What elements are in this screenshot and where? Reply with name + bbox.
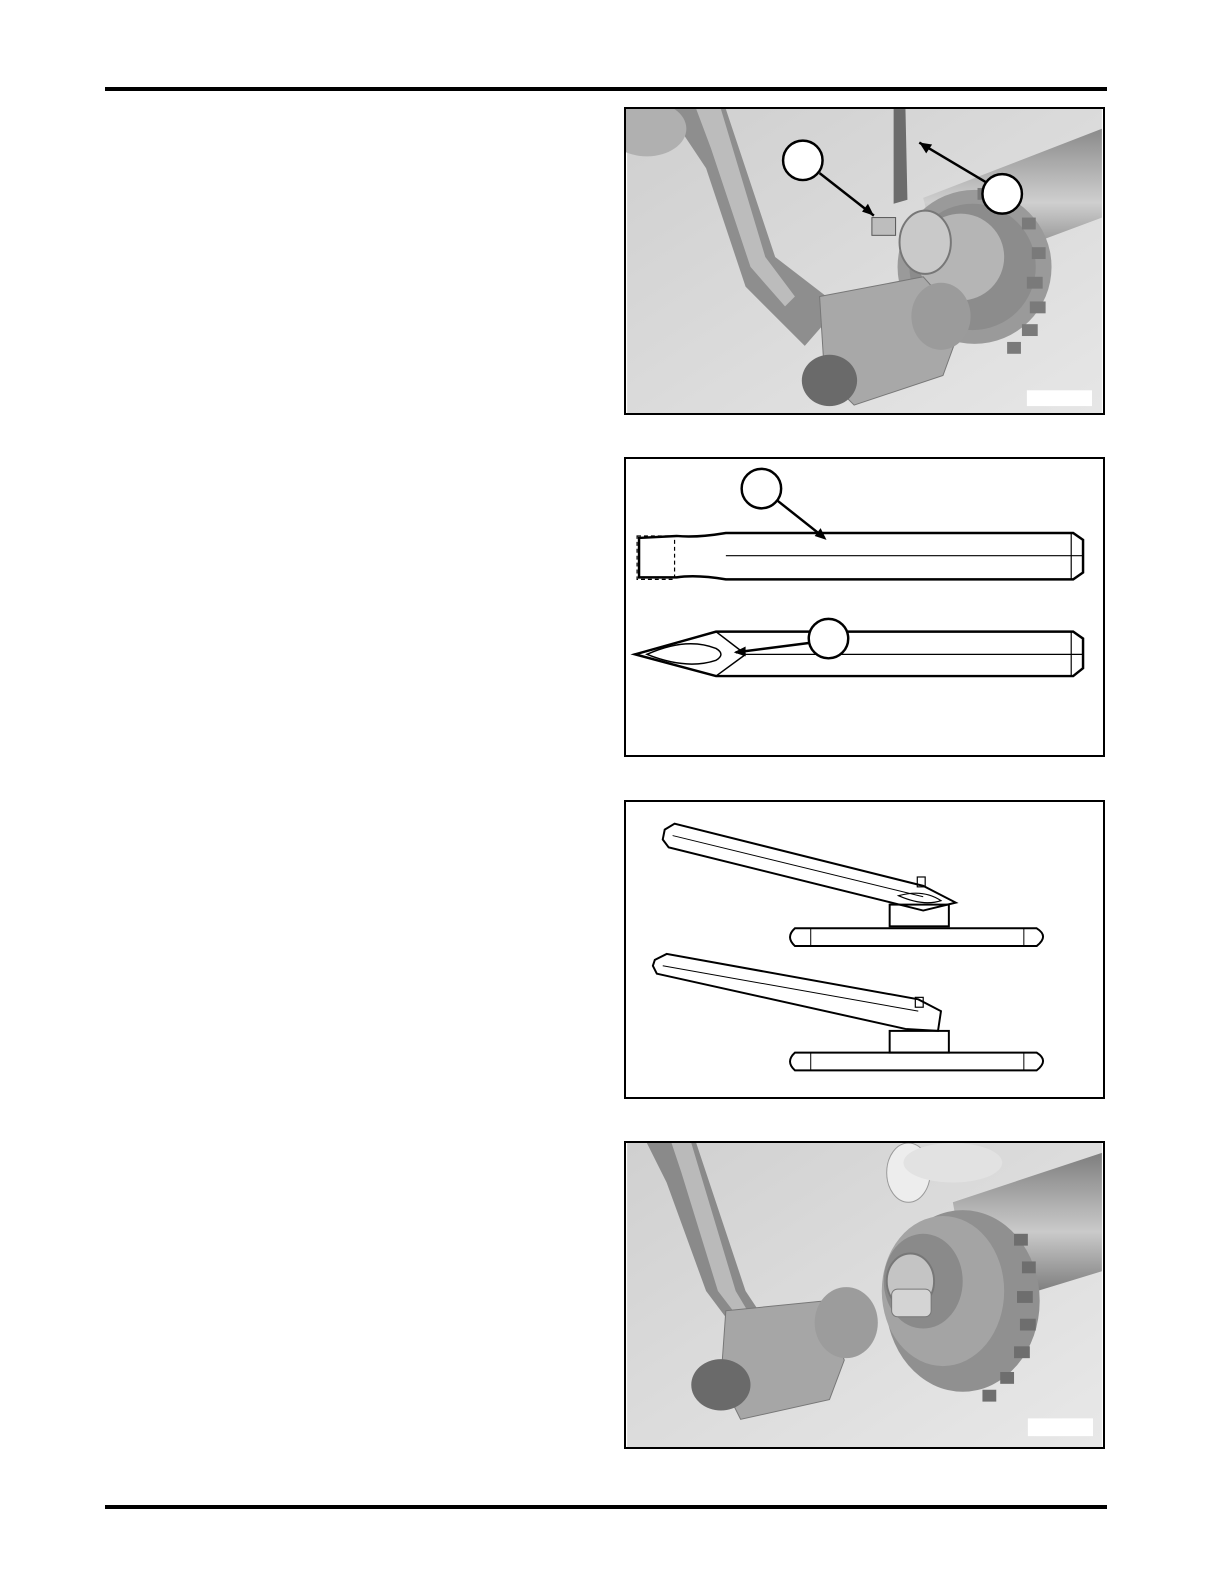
callout-circle (982, 174, 1021, 213)
figure-label-box (1027, 390, 1092, 406)
figure-chisel-on-shaft (624, 800, 1105, 1099)
figure-label-box (1028, 1418, 1093, 1436)
header-rule (105, 87, 1107, 91)
footer-rule (105, 1505, 1107, 1509)
callout-circle (809, 619, 848, 658)
photo-hammer-gear (626, 1143, 1103, 1447)
figure-photo-chisel-on-key (624, 107, 1105, 415)
callout-circle (742, 469, 781, 508)
chisel-shaft-drawing (626, 802, 1103, 1097)
figure-chisel-types (624, 457, 1105, 757)
photo-hammer-chisel (626, 109, 1103, 413)
figure-photo-key-removed (624, 1141, 1105, 1449)
chisel-drawing (626, 459, 1103, 755)
callout-circle (783, 141, 822, 180)
